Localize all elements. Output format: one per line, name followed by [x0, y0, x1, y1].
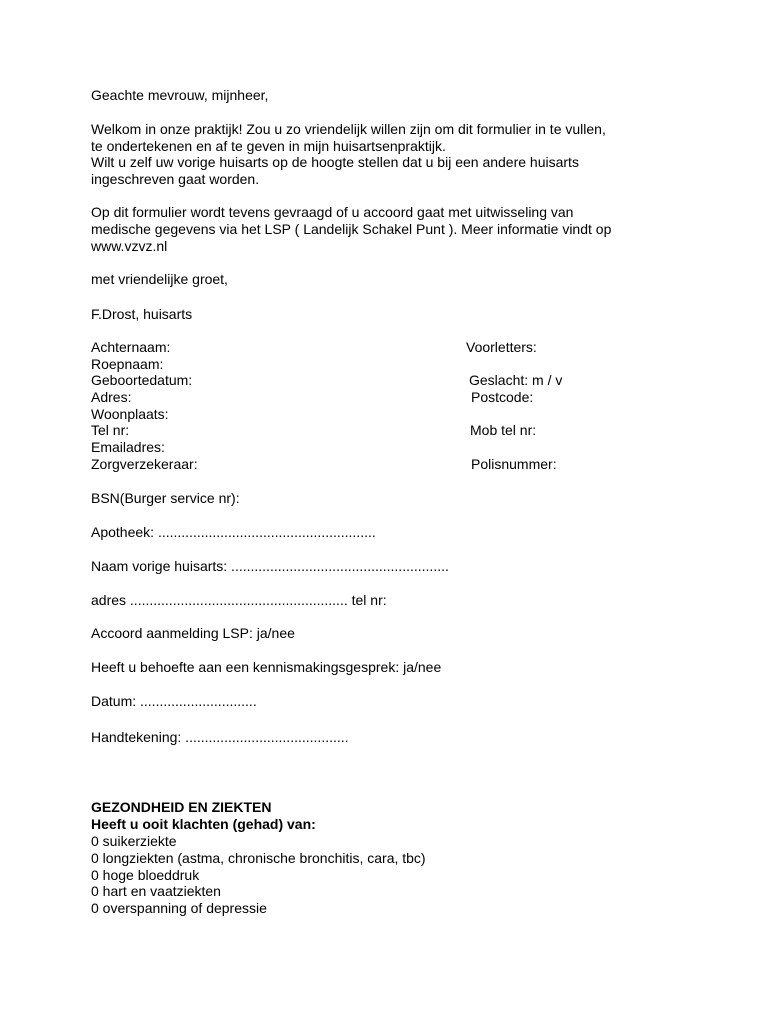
health-heading: GEZONDHEID EN ZIEKTEN	[91, 799, 272, 815]
field-kennismaking: Heeft u behoefte aan een kennismakingsgesprek: ja/nee	[91, 659, 442, 675]
field-polisnummer: Polisnummer:	[471, 456, 557, 472]
field-zorgverzekeraar: Zorgverzekeraar:	[91, 456, 198, 472]
field-bsn: BSN(Burger service nr):	[91, 490, 240, 506]
intro-line-1: Welkom in onze praktijk! Zou u zo vriendelijk willen zijn om dit formulier in te vullen,	[91, 121, 606, 137]
field-mob-tel-nr: Mob tel nr:	[470, 422, 537, 438]
health-subheading: Heeft u ooit klachten (gehad) van:	[91, 816, 316, 832]
health-item: 0 hoge bloeddruk	[91, 867, 200, 883]
lsp-line-1: Op dit formulier wordt tevens gevraagd of u accoord gaat met uitwisseling van	[91, 204, 574, 220]
health-item: 0 longziekten (astma, chronische bronchitis, cara, tbc)	[91, 850, 426, 866]
field-apotheek: Apotheek: ........................................................	[91, 524, 376, 540]
field-geslacht: Geslacht: m / v	[469, 372, 563, 388]
health-item: 0 overspanning of depressie	[91, 900, 267, 916]
field-accoord-lsp: Accoord aanmelding LSP: ja/nee	[91, 625, 295, 641]
lsp-line-3: www.vzvz.nl	[91, 238, 168, 254]
intro-line-3: Wilt u zelf uw vorige huisarts op de hoogte stellen dat u bij een andere huisarts	[91, 154, 579, 170]
field-adres-tel: adres ........................................................ tel nr:	[91, 592, 387, 608]
health-item: 0 suikerziekte	[91, 833, 177, 849]
field-voorletters: Voorletters:	[466, 339, 537, 355]
closing: met vriendelijke groet,	[91, 271, 228, 287]
field-postcode: Postcode:	[471, 389, 534, 405]
field-roepnaam: Roepnaam:	[91, 356, 164, 372]
intro-line-4: ingeschreven gaat worden.	[91, 171, 260, 187]
field-vorige-huisarts: Naam vorige huisarts: ........................................................	[91, 558, 449, 574]
field-emailadres: Emailadres:	[91, 439, 165, 455]
field-adres: Adres:	[91, 389, 132, 405]
field-woonplaats: Woonplaats:	[91, 406, 169, 422]
health-item: 0 hart en vaatziekten	[91, 883, 221, 899]
intro-line-2: te ondertekenen en af te geven in mijn huisartsenpraktijk.	[91, 138, 446, 154]
field-datum: Datum: ..............................	[91, 693, 257, 709]
lsp-line-2: medische gegevens via het LSP ( Landelijk Schakel Punt ). Meer informatie vindt op	[91, 221, 612, 237]
field-handtekening: Handtekening: ..........................................	[91, 729, 349, 745]
field-tel-nr: Tel nr:	[91, 422, 130, 438]
signature: F.Drost, huisarts	[91, 306, 193, 322]
field-achternaam: Achternaam:	[91, 339, 171, 355]
greeting: Geachte mevrouw, mijnheer,	[91, 87, 269, 103]
field-geboortedatum: Geboortedatum:	[91, 372, 193, 388]
